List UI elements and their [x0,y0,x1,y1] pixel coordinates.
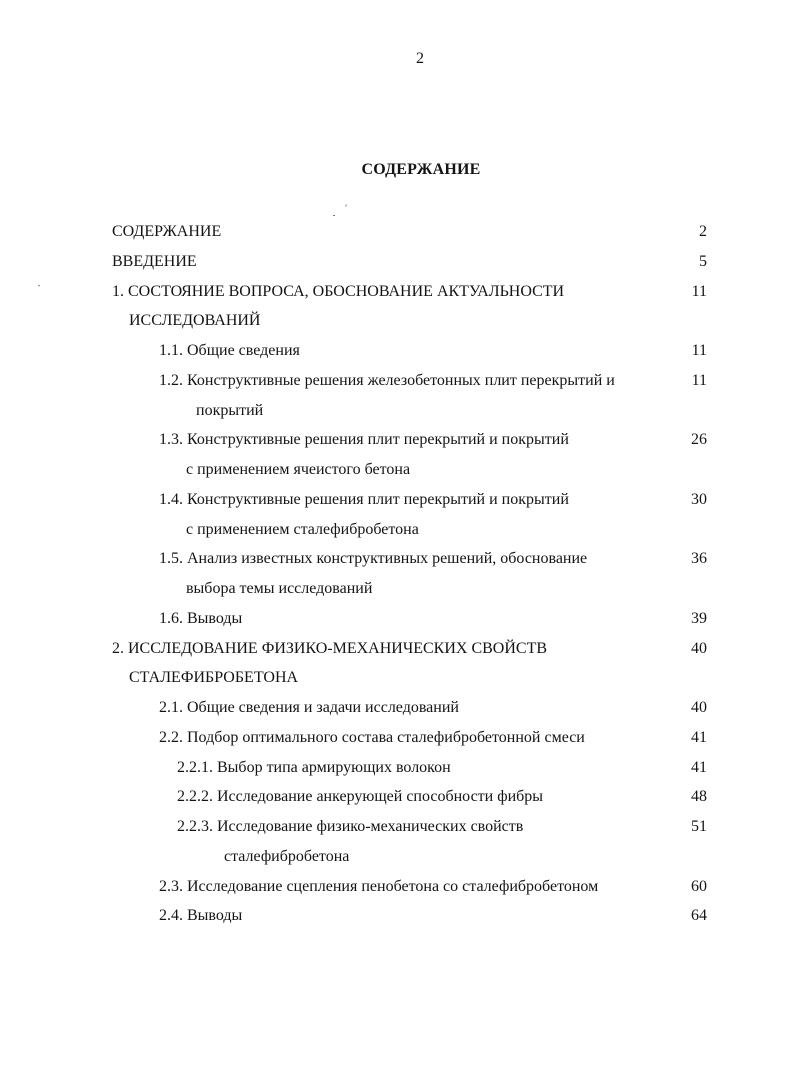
toc-entry-title: 2.1. Общие сведения и задачи исследований [159,699,459,716]
toc-entry-title: 1.4. Конструктивные решения плит перекрытий и покрытий [159,490,569,508]
toc-entry [0,872,792,902]
toc-entry-title: покрытий [196,401,264,419]
toc-entry-page: 2 [699,223,707,240]
toc-entry-title: 2.4. Выводы [159,907,243,925]
toc-entry-title: 2.2. Подбор оптимального состава сталефибробетонной смеси [159,728,585,746]
toc-entry-page: 40 [691,699,707,716]
toc-entry [0,782,792,812]
toc-entry [0,663,792,693]
toc-entry-page: 5 [699,252,707,270]
toc-entry-page: 64 [691,907,707,925]
toc-entry [0,336,792,366]
toc-entry-page: 48 [691,788,707,806]
toc-entry-page: 60 [691,877,707,895]
toc-entry-title: 1. СОСТОЯНИЕ ВОПРОСА, ОБОСНОВАНИЕ АКТУАЛЬНОСТИ [112,282,565,300]
toc-entry [0,515,792,545]
toc-entry [0,901,792,931]
toc-entry-title: 1.6. Выводы [159,609,243,627]
toc-entry [0,842,792,872]
toc-entry [0,247,792,277]
toc-entry-title: с применением сталефибробетона [186,520,419,538]
table-of-contents [0,217,792,931]
toc-entry-title: с применением ячеистого бетона [186,461,411,478]
toc-entry-title: ВВЕДЕНИЕ [112,252,197,270]
toc-entry-title: 2.3. Исследование сцепления пенобетона со сталефибробетоном [159,877,599,895]
toc-entry-page: 11 [691,371,707,389]
toc-entry [0,544,792,574]
toc-entry [0,366,792,396]
toc-entry-title: СТАЛЕФИБРОБЕТОНА [129,669,299,687]
toc-entry-page: 51 [691,818,707,835]
toc-entry [0,217,792,247]
toc-entry [0,425,792,455]
toc-entry [0,753,792,783]
toc-entry [0,693,792,723]
toc-entry-page: 40 [691,639,707,657]
toc-entry [0,574,792,604]
toc-entry-title: 2.2.1. Выбор типа армирующих волокон [177,758,451,776]
toc-entry-page: 41 [691,758,707,776]
toc-entry-title: ИССЛЕДОВАНИЙ [129,312,261,330]
toc-entry-title: 2.2.2. Исследование анкерующей способности фибры [177,788,544,806]
toc-entry-page: 36 [691,550,707,568]
toc-entry [0,396,792,426]
toc-entry [0,306,792,336]
toc-entry-page: 39 [691,609,707,627]
toc-entry [0,634,792,664]
toc-entry [0,723,792,753]
toc-entry-title: 2.2.3. Исследование физико-механических свойств [177,818,524,835]
toc-entry-page: 26 [691,431,707,449]
toc-entry-title: сталефибробетона [224,847,350,865]
toc-entry [0,485,792,515]
toc-entry [0,277,792,307]
toc-entry-title: 1.1. Общие сведения [159,342,300,359]
toc-entry [0,455,792,485]
toc-heading: СОДЕРЖАНИЕ [361,161,481,178]
toc-entry-page: 11 [691,282,707,300]
scan-speck [345,204,347,206]
toc-entry-title: 2. ИССЛЕДОВАНИЕ ФИЗИКО-МЕХАНИЧЕСКИХ СВОЙСТВ [112,639,548,657]
toc-entry-page: 41 [691,728,707,746]
toc-entry-title: 1.3. Конструктивные решения плит перекрытий и покрытий [159,431,569,449]
toc-entry-title: 1.5. Анализ известных конструктивных решений, обоснование [159,550,588,568]
toc-entry-page: 11 [691,342,707,359]
toc-entry-title: выбора темы исследований [186,580,373,597]
scan-speck [333,215,335,216]
toc-entry-title: 1.2. Конструктивные решения железобетонных плит перекрытий и [159,371,615,389]
toc-entry-page: 30 [691,490,707,508]
toc-entry-title: СОДЕРЖАНИЕ [112,223,222,240]
toc-entry [0,812,792,842]
toc-entry [0,604,792,634]
page-number: 2 [416,50,424,67]
